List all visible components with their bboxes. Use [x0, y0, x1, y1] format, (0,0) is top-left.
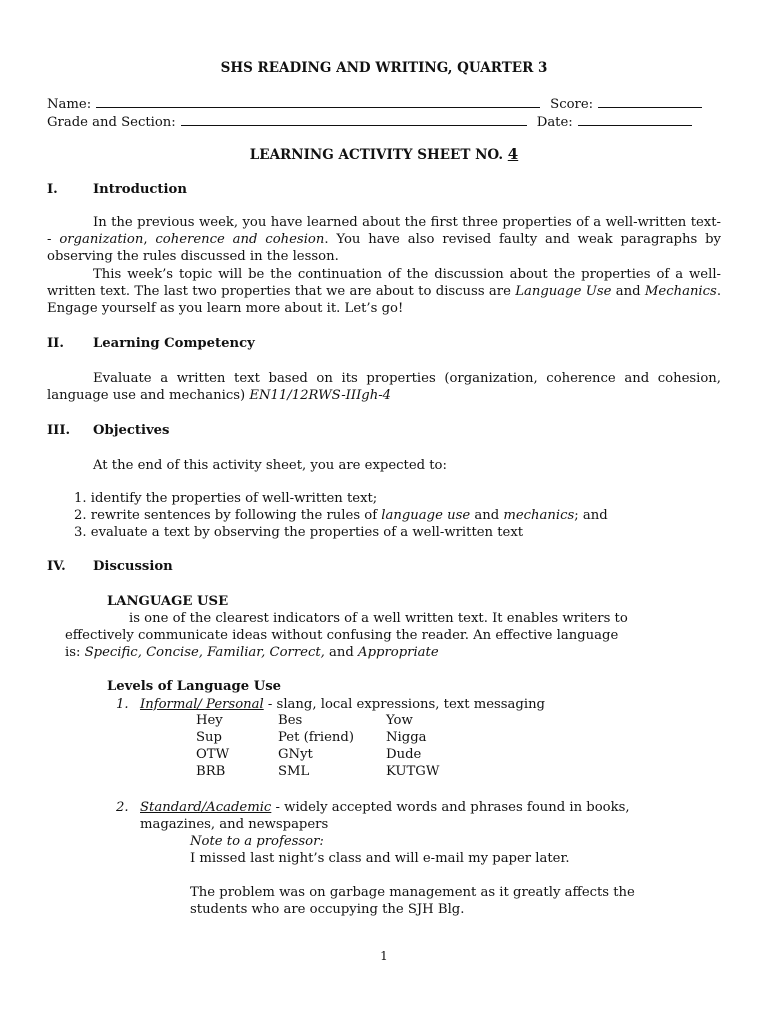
objectives-lead: At the end of this activity sheet, you are expected to: [93, 458, 447, 473]
language-use-line-1: is one of the clearest indicators of a well written text. It enables writers to [129, 611, 628, 626]
example-line-1: The problem was on garbage management as it greatly affects the [190, 885, 635, 900]
document-title: SHS READING AND WRITING, QUARTER 3 [220, 60, 548, 76]
date-field[interactable] [578, 113, 692, 126]
grade-row [47, 113, 720, 131]
objectives-list [74, 490, 724, 541]
section-heading-objectives: III. Objectives [47, 423, 170, 438]
list-item: 2. rewrite sentences by following the rules of language use and mechanics; and [74, 508, 608, 523]
section-heading-competency: II. Learning Competency [47, 336, 255, 351]
table-row: Hey Bes Yow [196, 713, 413, 728]
table-row: Sup Pet (friend) Nigga [196, 730, 427, 745]
name-row [47, 95, 720, 113]
intro-paragraph-1: In the previous week, you have learned about the first three properties of a well-written text-- organization, coherence and cohesion. You have also revised faulty and weak paragraphs by observing the rules discussed in the lesson. [47, 215, 722, 264]
name-field[interactable] [96, 95, 540, 108]
grade-section-label: Grade and Section: [47, 115, 176, 130]
language-use-line-3: is: Specific, Concise, Familiar, Correct, and Appropriate [65, 645, 439, 660]
section-heading-introduction: I. Introduction [47, 182, 187, 197]
page-number: 1 [380, 949, 388, 963]
informal-words-table [196, 712, 506, 780]
sheet-title [0, 146, 768, 164]
note-text: I missed last night’s class and will e-mail my paper later. [190, 851, 570, 866]
level-2-line-2: magazines, and newspapers [140, 817, 329, 832]
level-1-line: 1. Informal/ Personal - slang, local expressions, text messaging [116, 697, 546, 712]
date-label: Date: [536, 115, 573, 130]
list-item: 1. identify the properties of well-written text; [74, 491, 378, 506]
level-2-line: 2. Standard/Academic - widely accepted words and phrases found in books, [116, 800, 630, 815]
section-heading-discussion: IV. Discussion [47, 559, 173, 574]
table-row: OTW GNyt Dude [196, 747, 422, 762]
language-use-heading: LANGUAGE USE [107, 594, 229, 609]
competency-text: Evaluate a written text based on its properties (organization, coherence and cohesion, language use and mechanics) EN11/12RWS-IIIgh-4 [47, 371, 721, 403]
sheet-number: 4 [507, 145, 519, 163]
grade-section-field[interactable] [181, 113, 527, 126]
list-item: 3. evaluate a text by observing the properties of a well-written text [74, 525, 524, 540]
intro-paragraph-2: This week’s topic will be the continuation of the discussion about the properties of a well-written text. The last two properties that we are about to discuss are Language Use and Mechanics. Engage yourself as you learn more about it. Let’s go! [47, 267, 722, 316]
score-label: Score: [550, 97, 594, 112]
name-label: Name: [47, 97, 92, 112]
language-use-line-2: effectively communicate ideas without confusing the reader. An effective language [65, 628, 619, 643]
levels-heading: Levels of Language Use [107, 679, 282, 694]
note-label: Note to a professor: [190, 834, 324, 849]
example-line-2: students who are occupying the SJH Blg. [190, 902, 465, 917]
table-row: BRB SML KUTGW [196, 764, 440, 779]
sheet-title-text: LEARNING ACTIVITY SHEET NO. [249, 147, 504, 163]
score-field[interactable] [598, 95, 702, 108]
